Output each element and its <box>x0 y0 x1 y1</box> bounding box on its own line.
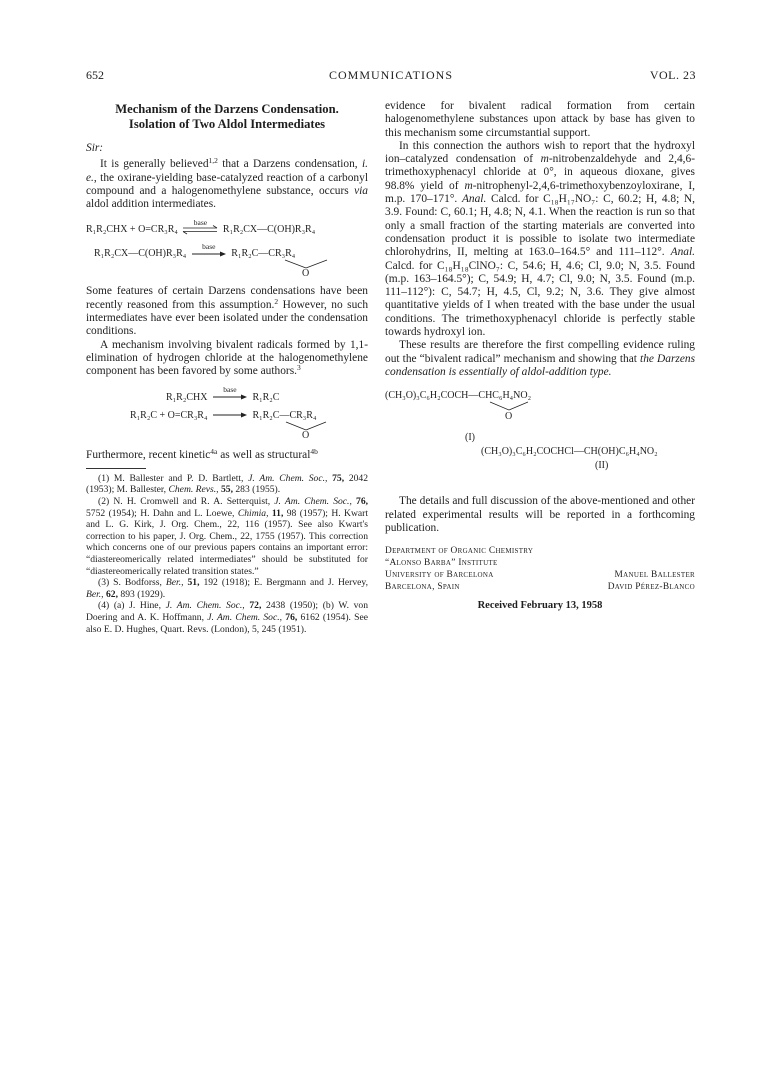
scheme2-row1: R₁R₂CHX base R₁R₂C <box>166 385 280 403</box>
paragraph-results: In this connection the authors wish to report that the hydroxyl ion–catalyzed condensation of m-nitrobenzaldehyde and 2,4,6-trimethoxyphenacyl chloride at 0°, in aqueous dioxane, gives 98.8% yield of m-nitrophenyl-2,4,6-trimethoxybenzoyloxirane, I, m.p. 170–171°. Anal. Calcd. for C₁₈H₁₇NO₇: C, 60.2; H, 4.8; N, 3.9. Found: C, 60.1; H, 4.8; N, 4.1. When the reaction is run so that only a small fraction of the starting materials are converted into condensation product it is possible to isolate two intermediate chlorohydrins, II, melting at 163.0–164.5° and 111–112°. Anal. Calcd. for C₁₈H₁₈ClNO₇: C, 54.6; H, 4.6; Cl, 9.0; N, 3.5. Found (m.p. 163–164.5°); C, 54.9; H, 4.7; Cl, 9.0; N, 3.5. Found (m.p. 111–112°): C, 54.7; H, 4.5, Cl, 9.2; N, 3.6. They give almost quantitative yields of I when treated with the base under the usual conditions. The trimethoxyphenacyl chloride is perfectly stable towards hydroxyl ion. <box>385 139 696 339</box>
scheme2-row2: R₁R₂C + O=CR₃R₄ R₁R₂C—CR₃R₄ <box>130 409 317 421</box>
paragraph-details: The details and full discussion of the above-mentioned and other related experimental results will be reported in a forthcoming publication. <box>385 495 695 534</box>
title-line-1: Mechanism of the Darzens Condensation. <box>115 102 339 116</box>
volume-label: VOL. 23 <box>649 68 696 82</box>
university: University of Barcelona <box>385 570 494 581</box>
scheme1-row2: R₁R₂CX—C(OH)R₃R₄ base R₁R₂C—CR₃R₄ <box>94 242 296 260</box>
reaction-scheme-1 <box>86 217 368 279</box>
structure-2-label: (II) <box>595 460 609 472</box>
department: Department of Organic Chemistry <box>385 546 534 557</box>
paragraph-intro: It is generally believed$^{1,2}$ that a Darzens condensation, i. e., the oxirane-yielding base-catalyzed reaction of a carbonyl compound and a halogenomethylene substance, occurs via aldol addition intermediates. <box>86 156 369 211</box>
affiliation-block <box>385 545 695 593</box>
structures-block <box>385 389 695 489</box>
article-title <box>86 102 368 132</box>
footnotes <box>86 473 368 635</box>
paragraph-mechanism: A mechanism involving bivalent radicals formed by 1,1-elimination of hydrogen chloride at the halogenomethylene component has been favored by some authors.$^3$ <box>86 338 368 378</box>
institute: “Alonso Barba” Institute <box>385 558 498 569</box>
right-column <box>385 100 695 612</box>
paragraph-evidence: evidence for bivalent radical formation from certain halogenomethylene substances upon attack by base has given to this mechanism some circumstantial support. <box>385 100 695 139</box>
footnote-rule <box>86 468 146 469</box>
epoxide-oxygen-2: O <box>302 429 310 441</box>
title-line-2: Isolation of Two Aldol Intermediates <box>128 117 326 131</box>
structure-1-label: (I) <box>465 432 475 444</box>
forward-arrow: base <box>212 392 248 402</box>
page-number: 652 <box>86 68 104 82</box>
footnote-2: (2) N. H. Cromwell and R. A. Setterquist, J. Am. Chem. Soc., 76, 5752 (1954); H. Dahn and L. Loewe, Chimia, 11, 98 (1957); H. Kwart and L. G. Kirk, J. Org. Chem., 22, 116 (1957). See also Kwart's correction to his paper, J. Org. Chem., 22, 1755 (1957). This correction which concerns one of our previous papers contains an important error: “diastereomerically related intermediates” should be substituted for “diastereomerically related transition states.” <box>86 496 369 577</box>
salutation: Sir: <box>86 142 104 154</box>
running-header <box>86 68 696 84</box>
structure-2-formula: (CH₃O)₃C₆H₂COCHCl—CH(OH)C₆H₄NO₂ <box>481 446 658 458</box>
author-1: Manuel Ballester <box>614 570 695 581</box>
footnote-1: (1) M. Ballester and P. D. Bartlett, J. Am. Chem. Soc., 75, 2042 (1953); M. Ballester, Chem. Revs., 55, 283 (1955). <box>86 472 369 496</box>
received-date: Received February 13, 1958 <box>477 600 603 612</box>
author-2: David Pérez-Blanco <box>607 582 695 593</box>
equilibrium-arrow: base <box>182 225 218 235</box>
paragraph-furthermore: Furthermore, recent kinetic$^{4a}$ as well as structural$^{4b}$ <box>86 446 318 461</box>
left-column <box>86 100 368 635</box>
city: Barcelona, Spain <box>385 582 460 593</box>
forward-arrow <box>212 410 248 420</box>
footnote-4: (4) (a) J. Hine, J. Am. Chem. Soc., 72, 2438 (1950); (b) W. von Doering and A. K. Hoffmann, J. Am. Chem. Soc., 76, 6162 (1954). See also E. D. Hughes, Quart. Revs. (London), 5, 245 (1951). <box>86 600 369 635</box>
footnote-3: (3) S. Bodforss, Ber., 51, 192 (1918); E. Bergmann and J. Hervey, Ber., 62, 893 (1929). <box>86 577 368 600</box>
scheme1-row1: R₁R₂CHX + O=CR₃R₄ base R₁R₂CX—C(OH)R₃R₄ <box>86 218 316 236</box>
paragraph-features: Some features of certain Darzens condensations have been recently reasoned from this assumption.$^2$ However, no such intermediates have ever been isolated under the condensation conditions. <box>86 285 369 338</box>
epoxide-oxygen-1: O <box>302 268 310 280</box>
reaction-scheme-2 <box>86 383 368 441</box>
forward-arrow: base <box>191 249 227 259</box>
section-title: COMMUNICATIONS <box>328 68 453 82</box>
paragraph-conclusion: These results are therefore the first compelling evidence ruling out the “bivalent radical” mechanism and showing that the Darzens condensation is essentially of aldol-addition type. <box>385 339 696 378</box>
epoxide-oxygen-3: O <box>505 411 513 423</box>
structure-1-formula: (CH₃O)₃C₆H₂COCH—CHC₆H₄NO₂ <box>385 390 532 402</box>
